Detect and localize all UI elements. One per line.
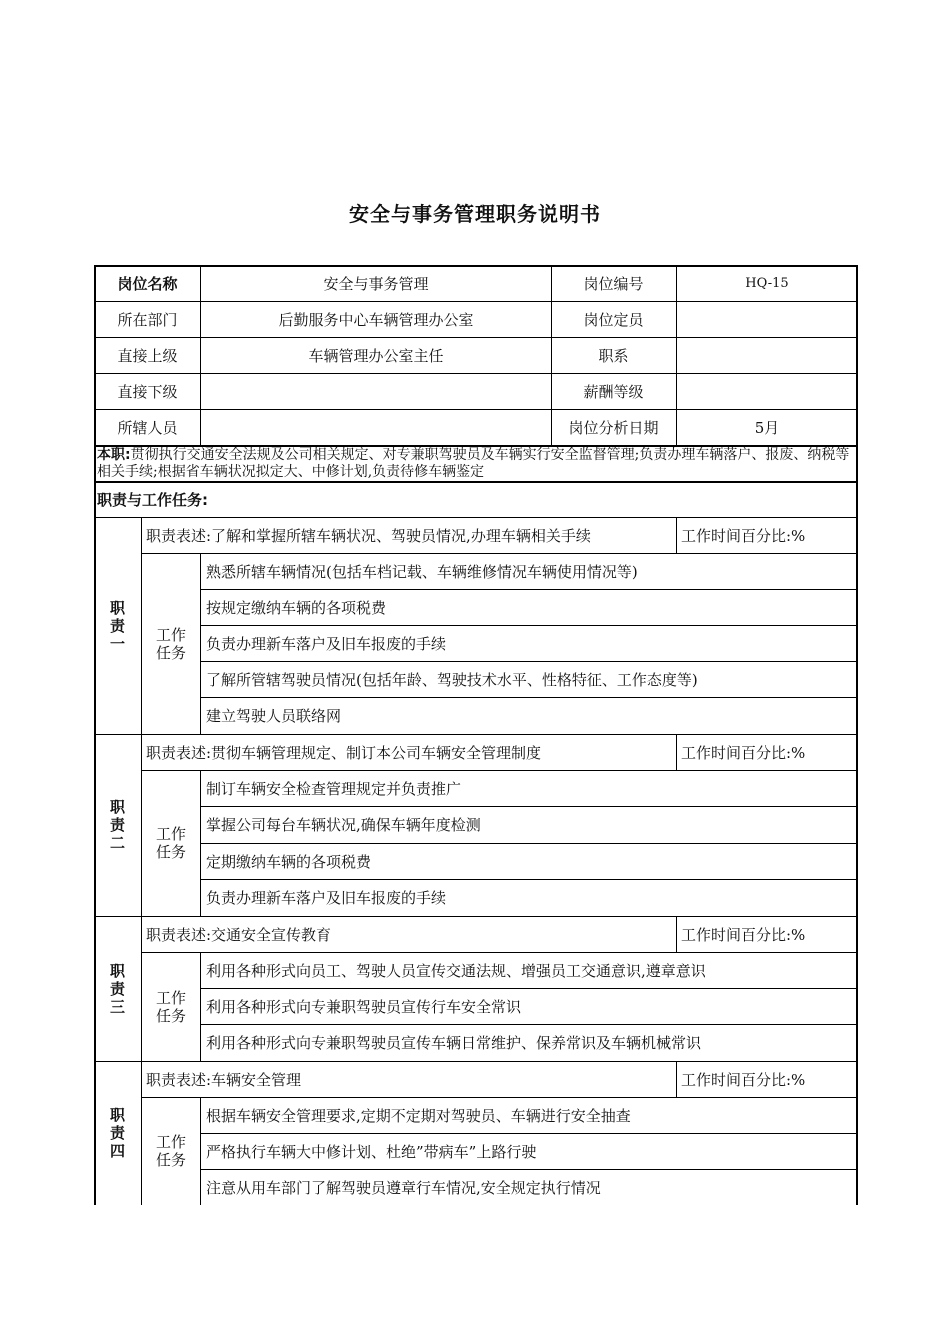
duty-3-task-3: 利用各种形式向专兼职驾驶员宣传车辆日常维护、保养常识及车辆机械常识 bbox=[206, 1034, 702, 1052]
duty-2-time-percent: 工作时间百分比:% bbox=[681, 743, 806, 762]
grid-line bbox=[201, 1024, 858, 1025]
duty-3-task-1: 利用各种形式向员工、驾驶人员宣传交通法规、增强员工交通意识,遵章意识 bbox=[206, 961, 706, 980]
grid-line bbox=[676, 517, 677, 553]
grid-line bbox=[94, 481, 858, 483]
headcount-label: 岗位定员 bbox=[583, 310, 644, 329]
duty-4-label: 职责四 bbox=[109, 1106, 125, 1160]
grid-line bbox=[201, 879, 858, 880]
grid-line bbox=[94, 373, 858, 374]
post-name-label: 岗位名称 bbox=[117, 274, 178, 293]
duty-2-task-4: 负责办理新车落户及旧车报废的手续 bbox=[206, 889, 447, 907]
table-border-top bbox=[94, 265, 858, 267]
analysis-date-value: 5月 bbox=[754, 418, 780, 437]
grid-line bbox=[200, 1097, 201, 1205]
grid-line bbox=[200, 265, 201, 445]
duty-3-work-task-label: 工作任务 bbox=[155, 988, 186, 1025]
grid-line bbox=[141, 517, 142, 1205]
grid-line bbox=[201, 843, 858, 844]
subordinate-label: 直接下级 bbox=[117, 382, 178, 401]
grid-line bbox=[676, 734, 677, 770]
grid-line bbox=[141, 952, 858, 953]
duty-1-task-2: 按规定缴纳车辆的各项税费 bbox=[206, 598, 387, 617]
grid-line bbox=[94, 916, 858, 917]
duty-3-label: 职责三 bbox=[109, 961, 125, 1016]
post-code-label: 岗位编号 bbox=[583, 274, 644, 293]
grid-line bbox=[201, 625, 858, 626]
duty-4-work-task-label: 工作任务 bbox=[155, 1133, 186, 1169]
department-value: 后勤服务中心车辆管理办公室 bbox=[278, 310, 474, 329]
duty-1-label: 职责一 bbox=[109, 598, 125, 653]
duty-1-task-5: 建立驾驶人员联络网 bbox=[206, 707, 342, 725]
grid-line bbox=[201, 1133, 858, 1134]
grid-line bbox=[94, 734, 858, 735]
duty-2-work-task-label: 工作任务 bbox=[155, 825, 186, 861]
pay-grade-value bbox=[676, 373, 858, 409]
grid-line bbox=[200, 952, 201, 1061]
headcount-value bbox=[676, 301, 858, 337]
job-family-value bbox=[676, 337, 858, 373]
table-border-left bbox=[94, 265, 96, 1205]
duty-1-time-percent: 工作时间百分比:% bbox=[681, 526, 806, 545]
superior-value: 车辆管理办公室主任 bbox=[308, 346, 444, 365]
grid-line bbox=[200, 553, 201, 734]
grid-line bbox=[94, 337, 858, 338]
duty-1-task-4: 了解所管辖驾驶员情况(包括年龄、驾驶技术水平、性格特征、工作态度等) bbox=[206, 670, 698, 689]
duty-4-time-percent: 工作时间百分比:% bbox=[681, 1070, 806, 1089]
post-name-value: 安全与事务管理 bbox=[323, 274, 429, 293]
grid-line bbox=[201, 697, 858, 698]
grid-line bbox=[94, 1061, 858, 1062]
grid-line bbox=[201, 988, 858, 989]
grid-line bbox=[676, 916, 677, 952]
analysis-date-label: 岗位分析日期 bbox=[568, 418, 659, 437]
grid-line bbox=[141, 553, 858, 554]
grid-line bbox=[94, 445, 858, 447]
duty-2-task-3: 定期缴纳车辆的各项税费 bbox=[206, 852, 372, 871]
duty-3-task-2: 利用各种形式向专兼职驾驶员宣传行车安全常识 bbox=[206, 997, 522, 1016]
duty-2-task-1: 制订车辆安全检查管理规定并负责推广 bbox=[206, 779, 462, 798]
responsibilities-header: 职责与工作任务: bbox=[97, 491, 208, 509]
subordinate-value bbox=[201, 373, 551, 409]
duty-2-task-2: 掌握公司每台车辆状况,确保车辆年度检测 bbox=[206, 816, 481, 834]
department-label: 所在部门 bbox=[117, 310, 178, 329]
grid-line bbox=[201, 806, 858, 807]
duty-1-description: 职责表述:了解和掌握所辖车辆状况、驾驶员情况,办理车辆相关手续 bbox=[146, 526, 591, 545]
grid-line bbox=[94, 517, 858, 518]
duty-1-work-task-label: 工作任务 bbox=[155, 625, 186, 662]
pay-grade-label: 薪酬等级 bbox=[583, 382, 644, 401]
duty-4-task-1: 根据车辆安全管理要求,定期不定期对驾驶员、车辆进行安全抽查 bbox=[206, 1106, 631, 1125]
job-description-table bbox=[94, 265, 858, 1205]
table-border-right bbox=[856, 265, 858, 1205]
duty-1-task-3: 负责办理新车落户及旧车报废的手续 bbox=[206, 634, 447, 653]
grid-line bbox=[94, 409, 858, 410]
duty-3-time-percent: 工作时间百分比:% bbox=[681, 925, 806, 944]
duty-4-description: 职责表述:车辆安全管理 bbox=[146, 1070, 302, 1089]
superior-label: 直接上级 bbox=[117, 346, 178, 365]
duty-4-task-3: 注意从用车部门了解驾驶员遵章行车情况,安全规定执行情况 bbox=[206, 1178, 601, 1197]
duty-summary-label: 本职: bbox=[97, 447, 131, 463]
grid-line bbox=[201, 1169, 858, 1170]
grid-line bbox=[201, 661, 858, 662]
post-code-value: HQ-15 bbox=[745, 275, 789, 291]
duty-summary bbox=[94, 447, 858, 481]
duty-4-task-2: 严格执行车辆大中修计划、杜绝”带病车”上路行驶 bbox=[206, 1142, 537, 1161]
grid-line bbox=[676, 1061, 677, 1097]
duty-2-description: 职责表述:贯彻车辆管理规定、制订本公司车辆安全管理制度 bbox=[146, 743, 542, 762]
staff-label: 所辖人员 bbox=[117, 418, 178, 437]
job-family-label: 职系 bbox=[598, 346, 629, 365]
duty-2-label: 职责二 bbox=[109, 798, 125, 852]
staff-value bbox=[201, 409, 551, 445]
grid-line bbox=[141, 770, 858, 771]
duty-3-description: 职责表述:交通安全宣传教育 bbox=[146, 925, 332, 944]
grid-line bbox=[141, 1097, 858, 1098]
grid-line bbox=[201, 589, 858, 590]
grid-line bbox=[551, 265, 552, 445]
grid-line bbox=[676, 265, 677, 445]
duty-1-task-1: 熟悉所辖车辆情况(包括车档记载、车辆维修情况车辆使用情况等) bbox=[206, 562, 638, 581]
grid-line bbox=[94, 301, 858, 302]
document-title: 安全与事务管理职务说明书 bbox=[349, 202, 601, 226]
duty-summary-text: 贯彻执行交通安全法规及公司相关规定、对专兼职驾驶员及车辆实行安全监督管理;负责办理车辆落户、报废、纳税等相关手续;根据省车辆状况拟定大、中修计划,负责待修车辆鉴定 bbox=[97, 447, 850, 480]
